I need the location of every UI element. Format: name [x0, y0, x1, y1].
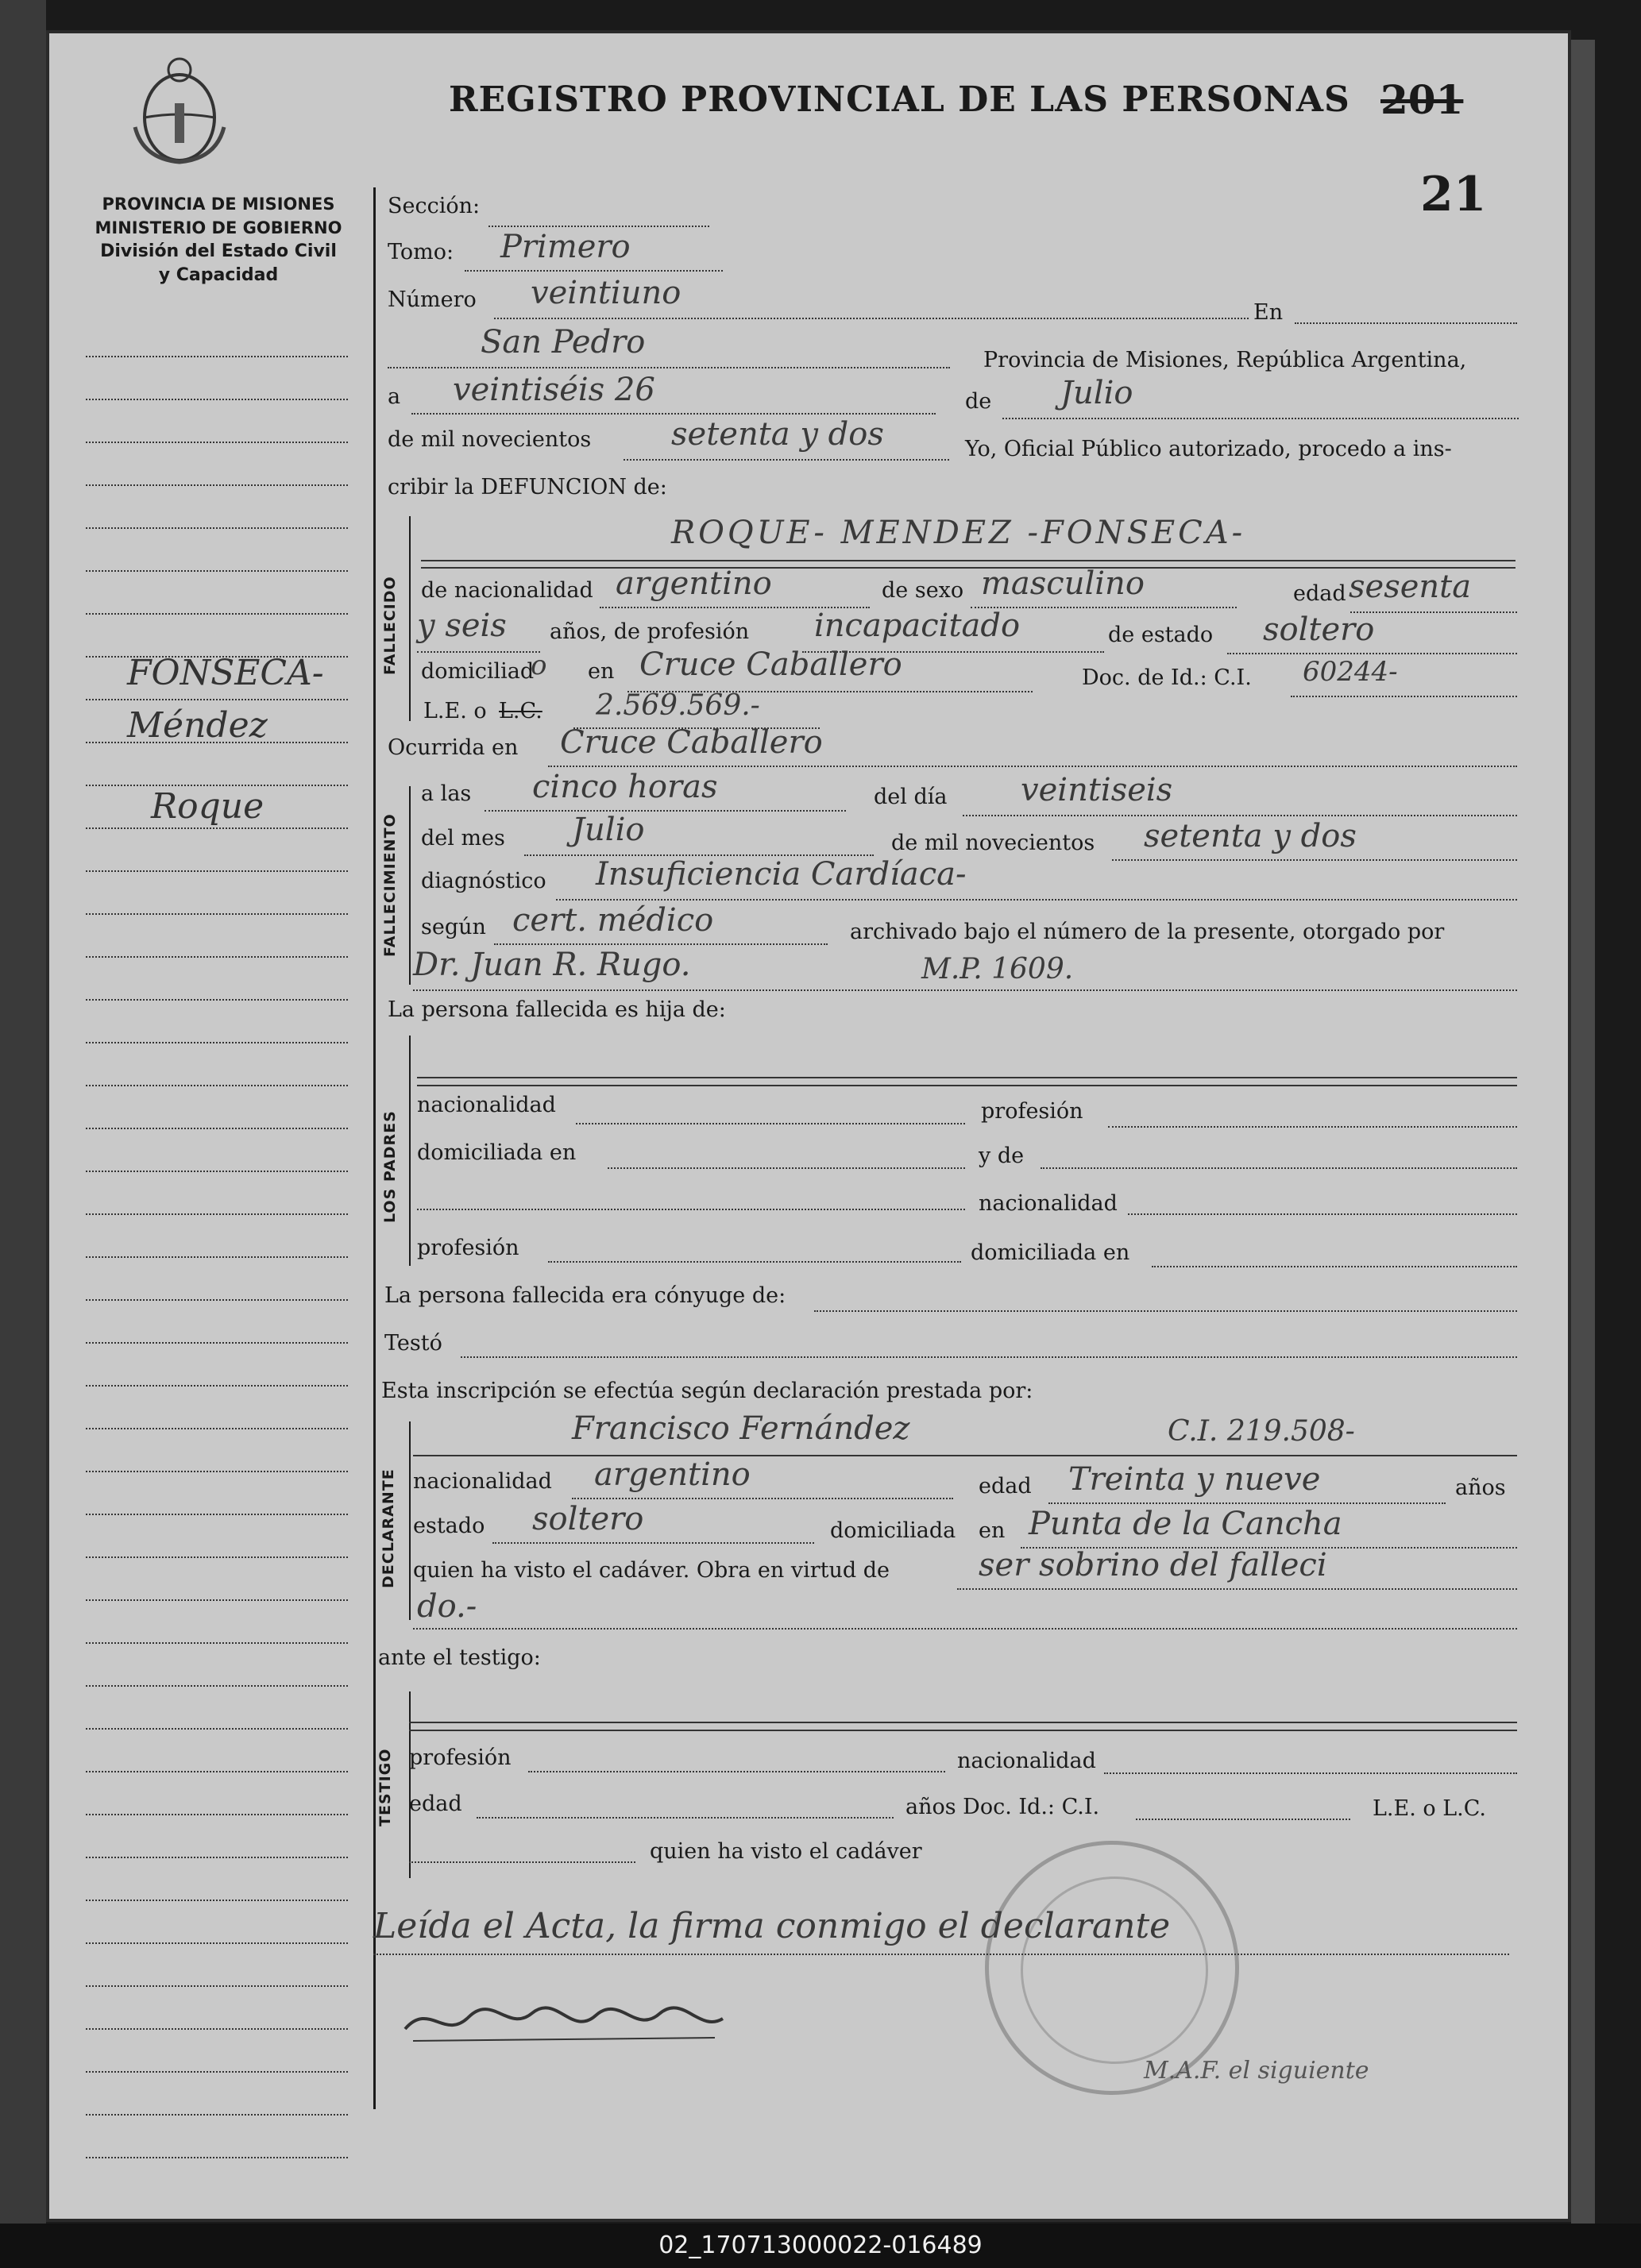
label-madre-nacionalidad: nacionalidad [979, 1191, 1118, 1216]
margin-ruled-line [86, 1171, 348, 1172]
line-edad [1350, 611, 1517, 613]
agency-line: División del Estado Civil [100, 241, 337, 261]
label-dec-edad: edad [979, 1474, 1032, 1498]
label-dec-nacionalidad: nacionalidad [413, 1469, 552, 1494]
label-domiciliad: domiciliad [421, 659, 535, 684]
label-cribir: cribir la DEFUNCION de: [388, 475, 667, 499]
margin-ruled-line [86, 2071, 348, 2073]
margin-ruled-line [86, 1685, 348, 1687]
agency-line: PROVINCIA DE MISIONES [102, 195, 335, 214]
line-estado [1227, 653, 1517, 654]
margin-ruled-line [86, 613, 348, 615]
line-padre-nacionalidad [576, 1123, 965, 1124]
line-closing [373, 1954, 1509, 1955]
section-testigo: TESTIGO [376, 1748, 394, 1826]
bracket-padres [409, 1036, 411, 1266]
line-ano-fallecimiento [1112, 859, 1517, 861]
line-madre-nacionalidad [1128, 1213, 1517, 1215]
entry-ano-fallecimiento: setenta y dos [1144, 818, 1357, 854]
label-quien-visto: quien ha visto el cadáver. Obra en virtud de [413, 1558, 890, 1583]
margin-ruled-line [86, 570, 348, 572]
label-sexo: de sexo [882, 578, 964, 603]
entry-matricula: M.P. 1609. [921, 953, 1074, 986]
line-madre [1041, 1167, 1517, 1169]
line-dia-fallecimiento [963, 815, 1517, 816]
entry-dia-fallecimiento: veintiseis [1021, 772, 1173, 808]
image-caption: 02_170713000022-016489 [0, 2224, 1641, 2268]
label-padre-nacionalidad: nacionalidad [417, 1093, 556, 1117]
entry-le: 2.569.569.- [596, 689, 760, 722]
label-madre-profesion: profesión [417, 1236, 519, 1260]
entry-closing: Leída el Acta, la firma conmigo el declarante [373, 1906, 1171, 1946]
margin-ruled-line [86, 1256, 348, 1258]
entry-diagnostico: Insuficiencia Cardíaca- [596, 856, 967, 893]
entry-lugar: San Pedro [481, 324, 646, 361]
line-lugar [388, 367, 950, 368]
struck-record-number: 201 [1380, 76, 1464, 123]
margin-ruled-line [86, 699, 348, 700]
line-padres-extra [417, 1209, 965, 1210]
label-yo-oficial: Yo, Oficial Público autorizado, procedo a ins- [965, 437, 1452, 461]
margin-ruled-line [86, 1599, 348, 1601]
line-ci [1291, 696, 1517, 697]
margin-ruled-line [86, 1385, 348, 1387]
entry-ano: setenta y dos [671, 416, 884, 453]
label-ante-testigo: ante el testigo: [378, 1645, 541, 1670]
margin-ruled-line [86, 1771, 348, 1772]
bracket-fallecido [409, 516, 411, 721]
margin-surname-2: Méndez [127, 705, 268, 746]
entry-edad-cont: y seis [417, 608, 507, 644]
margin-ruled-line [86, 1556, 348, 1558]
line-dec-estado [492, 1542, 814, 1544]
agency-block [60, 192, 377, 287]
margin-ruled-line [86, 1857, 348, 1858]
entry-sexo: masculino [981, 565, 1145, 602]
label-testo: Testó [384, 1331, 442, 1356]
line-seccion [488, 226, 709, 227]
label-de-mil: de mil novecientos [388, 427, 592, 452]
margin-ruled-line [86, 2114, 348, 2116]
line-tomo [465, 270, 723, 272]
margin-ruled-line [86, 913, 348, 915]
label-padre-domicilio: domiciliada en [417, 1140, 577, 1165]
label-doc-id: Doc. de Id.: C.I. [1082, 665, 1252, 690]
entry-dec-edad: Treinta y nueve [1068, 1461, 1321, 1498]
entry-dec-nacionalidad: argentino [594, 1456, 751, 1493]
label-de-mil-fallecimiento: de mil novecientos [891, 831, 1095, 855]
line-ocurrida [548, 766, 1517, 767]
bracket-testigo [409, 1691, 411, 1878]
line-dec-edad [1048, 1502, 1446, 1504]
line-testigo-nacionalidad [1104, 1772, 1517, 1774]
section-padres: LOS PADRES [381, 1110, 399, 1223]
label-le-o: L.E. o [423, 699, 487, 723]
label-a-las: a las [421, 781, 472, 806]
margin-ruled-line [86, 1299, 348, 1301]
entry-nombre: ROQUE- MENDEZ -FONSECA- [671, 515, 1246, 551]
signature [397, 1985, 731, 2049]
margin-ruled-line [86, 399, 348, 400]
entry-nacionalidad: argentino [616, 565, 772, 602]
margin-given-name: Roque [151, 786, 264, 827]
label-numero: Número [388, 287, 477, 312]
margin-ruled-line [86, 1814, 348, 1815]
line-padre-domicilio [608, 1167, 965, 1169]
line-dec-nacionalidad [572, 1498, 953, 1499]
label-dec-domiciliada: domiciliada [830, 1518, 956, 1543]
label-y-de: y de [979, 1144, 1025, 1168]
entry-mes-fallecimiento: Julio [572, 812, 645, 848]
line-padre-double [417, 1085, 1517, 1086]
entry-dec-estado: soltero [532, 1501, 644, 1537]
bracket-declarante [409, 1421, 411, 1620]
entry-estado: soltero [1263, 611, 1375, 648]
label-estado: de estado [1108, 623, 1214, 647]
line-ano [624, 459, 949, 461]
entry-dia: veintiséis 26 [453, 372, 655, 408]
label-archivado: archivado bajo el número de la presente, otorgado por [850, 920, 1445, 944]
margin-ruled-line [86, 2157, 348, 2158]
entry-profesion: incapacitado [814, 608, 1021, 644]
entry-medico: Dr. Juan R. Rugo. [413, 947, 691, 983]
margin-ruled-line [86, 1728, 348, 1730]
line-testigo-profesion [528, 1771, 945, 1772]
margin-ruled-line [86, 356, 348, 357]
line-madre-domicilio [1152, 1266, 1517, 1267]
margin-divider [373, 187, 376, 2109]
entry-dec-domicilio: Punta de la Cancha [1029, 1506, 1342, 1542]
line-dia [411, 413, 936, 415]
line-medico [413, 989, 1517, 991]
line-padre [417, 1077, 1517, 1078]
label-del-mes: del mes [421, 826, 505, 850]
margin-ruled-line [86, 527, 348, 529]
label-tomo: Tomo: [388, 240, 454, 264]
label-nacionalidad: de nacionalidad [421, 578, 593, 603]
line-testigo-double [409, 1730, 1517, 1731]
line-segun [494, 943, 828, 945]
section-fallecimiento: FALLECIMIENTO [381, 813, 399, 957]
label-en: En [1253, 300, 1284, 325]
label-testigo-doc: años Doc. Id.: C.I. [905, 1795, 1100, 1819]
entry-segun: cert. médico [512, 902, 714, 939]
label-lc-struck: L.C. [499, 699, 542, 723]
entry-domicilio: Cruce Caballero [639, 646, 902, 683]
entry-hora: cinco horas [532, 769, 718, 805]
label-profesion: años, de profesión [550, 619, 750, 644]
label-seccion: Sección: [388, 194, 481, 218]
label-testigo-edad: edad [409, 1792, 462, 1816]
line-testigo [409, 1722, 1517, 1723]
label-a: a [388, 384, 401, 409]
margin-ruled-line [86, 442, 348, 443]
line-padre-profesion [1108, 1126, 1517, 1128]
label-ocurrida: Ocurrida en [388, 735, 519, 760]
margin-ruled-line [86, 1428, 348, 1429]
entry-o-suffix: o [531, 650, 547, 681]
document-title: REGISTRO PROVINCIAL DE LAS PERSONAS [449, 79, 1350, 120]
line-testigo-firma [409, 1861, 635, 1863]
label-provincia: Provincia de Misiones, República Argentina, [983, 348, 1467, 372]
margin-ruled-line [86, 1085, 348, 1086]
line-mes [1002, 418, 1519, 419]
margin-ruled-line [86, 484, 348, 486]
entry-numero: veintiuno [531, 275, 681, 311]
agency-line: MINISTERIO DE GOBIERNO [95, 218, 342, 237]
margin-ruled-line [86, 1942, 348, 1944]
line-dec-virtud [957, 1588, 1517, 1590]
binding-strip [0, 0, 46, 2224]
label-edad: edad [1293, 581, 1346, 606]
label-testigo-le-lc: L.E. o L.C. [1373, 1796, 1487, 1821]
coat-of-arms-icon [127, 56, 232, 167]
margin-ruled-line [86, 870, 348, 872]
label-hija-de: La persona fallecida es hija de: [388, 997, 726, 1022]
label-madre-domicilio: domiciliada en [971, 1240, 1130, 1265]
label-testigo-nacionalidad: nacionalidad [957, 1749, 1096, 1773]
line-diagnostico [556, 899, 1517, 901]
entry-dec-virtud: ser sobrino del falleci [979, 1547, 1327, 1583]
margin-ruled-line [86, 1514, 348, 1515]
margin-ruled-line [86, 1900, 348, 1901]
record-number: 21 [1420, 167, 1487, 222]
line-dec-virtud-cont [413, 1628, 1517, 1630]
line-testigo-doc [1136, 1819, 1350, 1820]
line-hora [485, 810, 846, 812]
entry-declarante-ci: C.I. 219.508- [1168, 1415, 1355, 1448]
line-declarante [413, 1455, 1517, 1456]
line-madre-profesion [548, 1261, 961, 1263]
entry-ci: 60244- [1303, 656, 1398, 688]
section-declarante: DECLARANTE [380, 1468, 397, 1588]
margin-ruled-line [86, 2028, 348, 2030]
label-dec-estado: estado [413, 1514, 485, 1538]
line-en [1295, 322, 1517, 324]
bracket-fallecimiento [409, 786, 411, 985]
label-padre-profesion: profesión [981, 1099, 1083, 1124]
label-dec-anos: años [1455, 1475, 1506, 1500]
margin-surname-1: FONSECA- [127, 653, 324, 693]
label-inscripcion: Esta inscripción se efectúa según declaración prestada por: [381, 1379, 1033, 1403]
entry-edad: sesenta [1349, 569, 1472, 605]
label-del-dia: del día [874, 785, 948, 809]
page-edge [1571, 40, 1595, 2224]
margin-ruled-line [86, 999, 348, 1001]
line-nombre [421, 560, 1516, 561]
entry-mes: Julio [1060, 375, 1133, 411]
label-testigo-profesion: profesión [409, 1745, 512, 1770]
label-en-domicilio: en [588, 659, 615, 684]
margin-ruled-line [86, 1642, 348, 1644]
label-dec-en: en [979, 1518, 1006, 1543]
margin-ruled-line [86, 956, 348, 958]
line-conyuge [814, 1310, 1517, 1312]
label-quien-visto-testigo: quien ha visto el cadáver [650, 1839, 922, 1864]
entry-declarante: Francisco Fernández [572, 1410, 910, 1447]
label-diagnostico: diagnóstico [421, 869, 546, 893]
line-testo [461, 1356, 1517, 1358]
line-numero [494, 318, 1249, 319]
margin-ruled-line [86, 1128, 348, 1129]
line-testigo-edad [477, 1817, 894, 1819]
margin-ruled-line [86, 1342, 348, 1344]
margin-ruled-line [86, 1471, 348, 1472]
entry-dec-virtud-cont: do.- [417, 1588, 477, 1625]
margin-ruled-line [86, 1985, 348, 1987]
label-conyuge: La persona fallecida era cónyuge de: [384, 1283, 786, 1308]
entry-tomo: Primero [500, 229, 631, 265]
label-segun: según [421, 915, 486, 939]
margin-ruled-line [86, 1213, 348, 1215]
entry-ocurrida: Cruce Caballero [560, 724, 823, 761]
section-fallecido: FALLECIDO [381, 576, 399, 675]
margin-ruled-line [86, 1042, 348, 1043]
margin-ruled-line [86, 827, 348, 829]
label-de: de [965, 389, 992, 414]
entry-seal-note: M.A.F. el siguiente [1144, 2057, 1369, 2085]
agency-line: y Capacidad [158, 265, 279, 285]
line-edad-cont [417, 651, 540, 653]
